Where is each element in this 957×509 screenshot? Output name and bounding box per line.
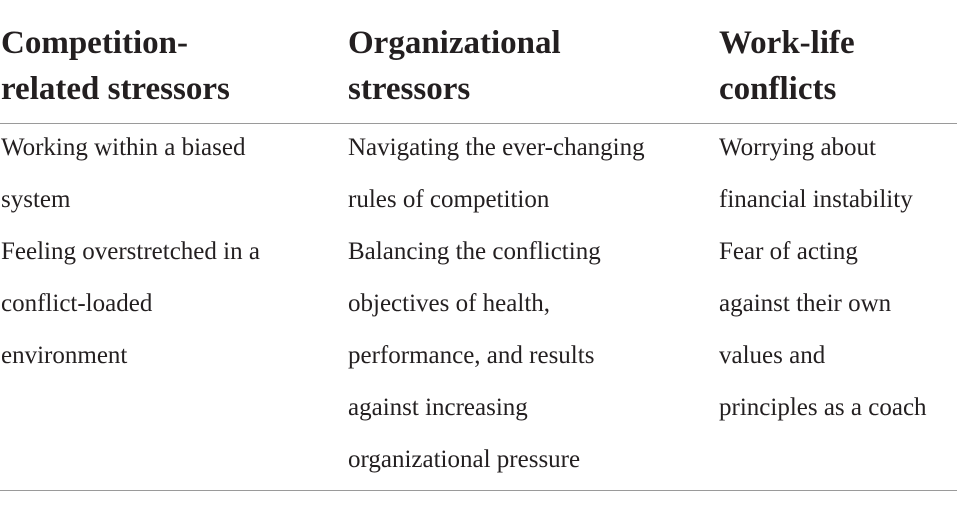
cell-text-line: principles as a coach [719, 394, 927, 421]
header-organizational-stressors [348, 20, 561, 112]
header-text-line: Organizational [348, 25, 561, 61]
header-work-life-conflicts [719, 20, 855, 112]
header-text-line: stressors [348, 71, 471, 107]
header-text-line: Work-life [719, 25, 855, 61]
table-header-row [0, 20, 957, 124]
table-bottom-rule [0, 490, 957, 491]
header-text-line: Competition- [1, 25, 188, 61]
cell-text-line: Navigating the ever-changing [348, 134, 645, 161]
header-competition-related-stressors [1, 20, 230, 112]
cell-text-line: objectives of health, [348, 290, 551, 317]
cell-text-line: rules of competition [348, 186, 550, 213]
cell-text-line: Worrying about [719, 134, 876, 161]
cell-text-line: Working within a biased [1, 134, 246, 161]
cell-text-line: system [1, 186, 71, 213]
cell-text-line: conflict-loaded [1, 290, 153, 317]
cell-text-line: performance, and results [348, 342, 595, 369]
cell-text-line: against increasing [348, 394, 528, 421]
cell-work-life-conflicts [719, 122, 927, 434]
cell-text-line: financial instability [719, 186, 913, 213]
cell-text-line: organizational pressure [348, 446, 581, 473]
cell-text-line: Balancing the conflicting [348, 238, 601, 265]
cell-competition-related-stressors [1, 122, 260, 382]
header-text-line: related stressors [1, 71, 230, 107]
cell-text-line: Feeling overstretched in a [1, 238, 260, 265]
cell-organizational-stressors [348, 122, 645, 486]
cell-text-line: Fear of acting [719, 238, 858, 265]
cell-text-line: against their own [719, 290, 892, 317]
header-text-line: conflicts [719, 71, 837, 107]
cell-text-line: values and [719, 342, 826, 369]
cell-text-line: environment [1, 342, 128, 369]
